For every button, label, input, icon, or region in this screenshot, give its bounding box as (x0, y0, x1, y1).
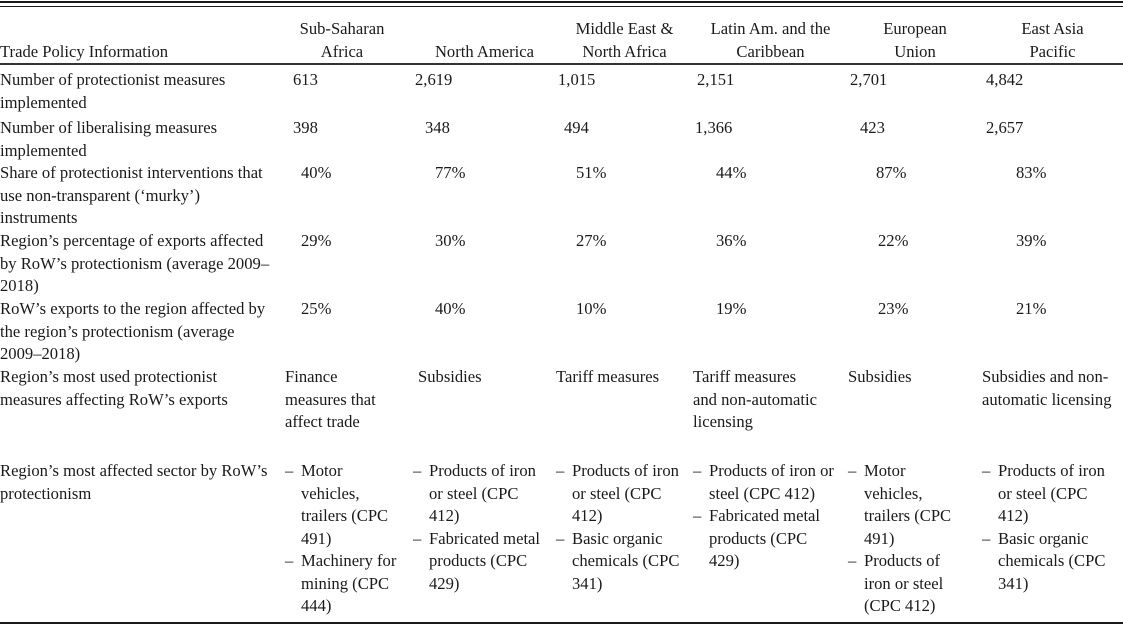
col-header-latin-america: Latin Am. and the Caribbean (710, 19, 831, 61)
sector-item: – Fabricated metal products (CPC 429) (413, 528, 541, 593)
cell-lac: 19% (716, 299, 747, 318)
cell-mena: 494 (564, 118, 589, 137)
bottom-rule (0, 622, 1123, 624)
cell-eu: 23% (878, 299, 909, 318)
sector-item: – Motor vehicles, trailers (CPC 491) (285, 461, 389, 548)
sector-item: – Fabricated metal products (CPC 429) (693, 506, 821, 570)
sector-item: – Products of iron or steel (CPC 412) (848, 551, 944, 615)
sector-item: – Motor vehicles, trailers (CPC 491) (848, 461, 952, 548)
row-label: Number of liberalising measures implemented (0, 118, 218, 160)
col-header-label: Trade Policy Information (0, 41, 169, 61)
row-label: Region’s percentage of exports affected by RoW’s protectionism (average 2009–2018) (0, 231, 270, 295)
cell-ssa: Finance measures that affect trade (285, 367, 376, 431)
cell-na: 348 (425, 118, 450, 137)
trade-policy-table (0, 7, 1123, 618)
cell-eu: Subsidies (848, 367, 912, 386)
sector-list (285, 460, 399, 618)
cell-eap: 21% (1016, 299, 1047, 318)
cell-lac: 44% (716, 163, 747, 182)
cell-na (413, 460, 556, 618)
cell-lac: Tariff measures and non-automatic licensing (693, 367, 817, 431)
table-row (0, 298, 1123, 366)
cell-mena: 10% (576, 299, 607, 318)
cell-na: 77% (435, 163, 466, 182)
cell-eap: 83% (1016, 163, 1047, 182)
cell-ssa: 29% (301, 231, 332, 250)
sector-item: – Products of iron or steel (CPC 412) (413, 461, 536, 525)
row-label: Region’s most used protectionist measures affecting RoW’s exports (0, 367, 228, 409)
cell-eu: 423 (860, 118, 885, 137)
row-label: Region’s most affected sector by RoW’s protectionism (0, 461, 268, 503)
sector-item: – Products of iron or steel (CPC 412) (693, 461, 834, 503)
row-label: Number of protectionist measures implemented (0, 70, 226, 112)
sector-list (413, 460, 544, 595)
header-row (0, 7, 1123, 65)
cell-lac (693, 460, 848, 618)
sector-item: – Products of iron or steel (CPC 412) (556, 461, 679, 525)
sector-item: – Machinery for mining (CPC 444) (285, 551, 397, 615)
cell-lac: 36% (716, 231, 747, 250)
cell-na: 2,619 (415, 70, 453, 89)
cell-eap: 2,657 (986, 118, 1024, 137)
cell-na: 30% (435, 231, 466, 250)
cell-mena (556, 460, 693, 618)
sector-list (848, 460, 960, 618)
cell-mena: 1,015 (558, 70, 596, 89)
cell-ssa (285, 460, 413, 618)
cell-mena: 51% (576, 163, 607, 182)
col-header-sub-saharan-africa: Sub-Saharan Africa (299, 19, 385, 61)
cell-ssa: 613 (293, 70, 318, 89)
sector-list (556, 460, 681, 595)
col-header-east-asia-pacific: East Asia Pacific (1021, 19, 1084, 61)
table-row (0, 65, 1123, 117)
row-label: Share of protectionist interventions that use non-transparent (‘murky’) instruments (0, 163, 263, 227)
cell-na: Subsidies (418, 367, 482, 386)
top-rule-thick (0, 1, 1123, 3)
cell-eap: Subsidies and non-automatic licensing (982, 367, 1112, 409)
cell-ssa: 398 (293, 118, 318, 137)
cell-eu (848, 460, 982, 618)
cell-lac: 1,366 (695, 118, 733, 137)
sector-item: – Products of iron or steel (CPC 412) (982, 461, 1105, 525)
cell-ssa: 40% (301, 163, 332, 182)
table-row (0, 117, 1123, 162)
cell-eap (982, 460, 1123, 618)
cell-eu: 2,701 (850, 70, 888, 89)
sector-item: – Basic organic chemicals (CPC 341) (982, 528, 1106, 593)
cell-mena: Tariff measures (556, 367, 660, 386)
cell-eu: 87% (876, 163, 907, 182)
cell-eu: 22% (878, 231, 909, 250)
table-row (0, 366, 1123, 460)
table-row (0, 230, 1123, 298)
cell-na: 40% (435, 299, 466, 318)
sector-list (982, 460, 1113, 595)
sector-item: – Basic organic chemicals (CPC 341) (556, 528, 680, 593)
col-header-north-america: North America (434, 41, 535, 61)
cell-eap: 39% (1016, 231, 1047, 250)
cell-lac: 2,151 (697, 70, 735, 89)
cell-ssa: 25% (301, 299, 332, 318)
cell-eap: 4,842 (986, 70, 1024, 89)
col-header-european-union: European Union (883, 19, 947, 61)
table-row (0, 162, 1123, 230)
col-header-mena: Middle East & North Africa (575, 19, 674, 61)
sector-list (693, 460, 840, 573)
table-row (0, 460, 1123, 618)
row-label: RoW’s exports to the region affected by the region’s protectionism (average 2009–2018) (0, 299, 266, 363)
cell-mena: 27% (576, 231, 607, 250)
